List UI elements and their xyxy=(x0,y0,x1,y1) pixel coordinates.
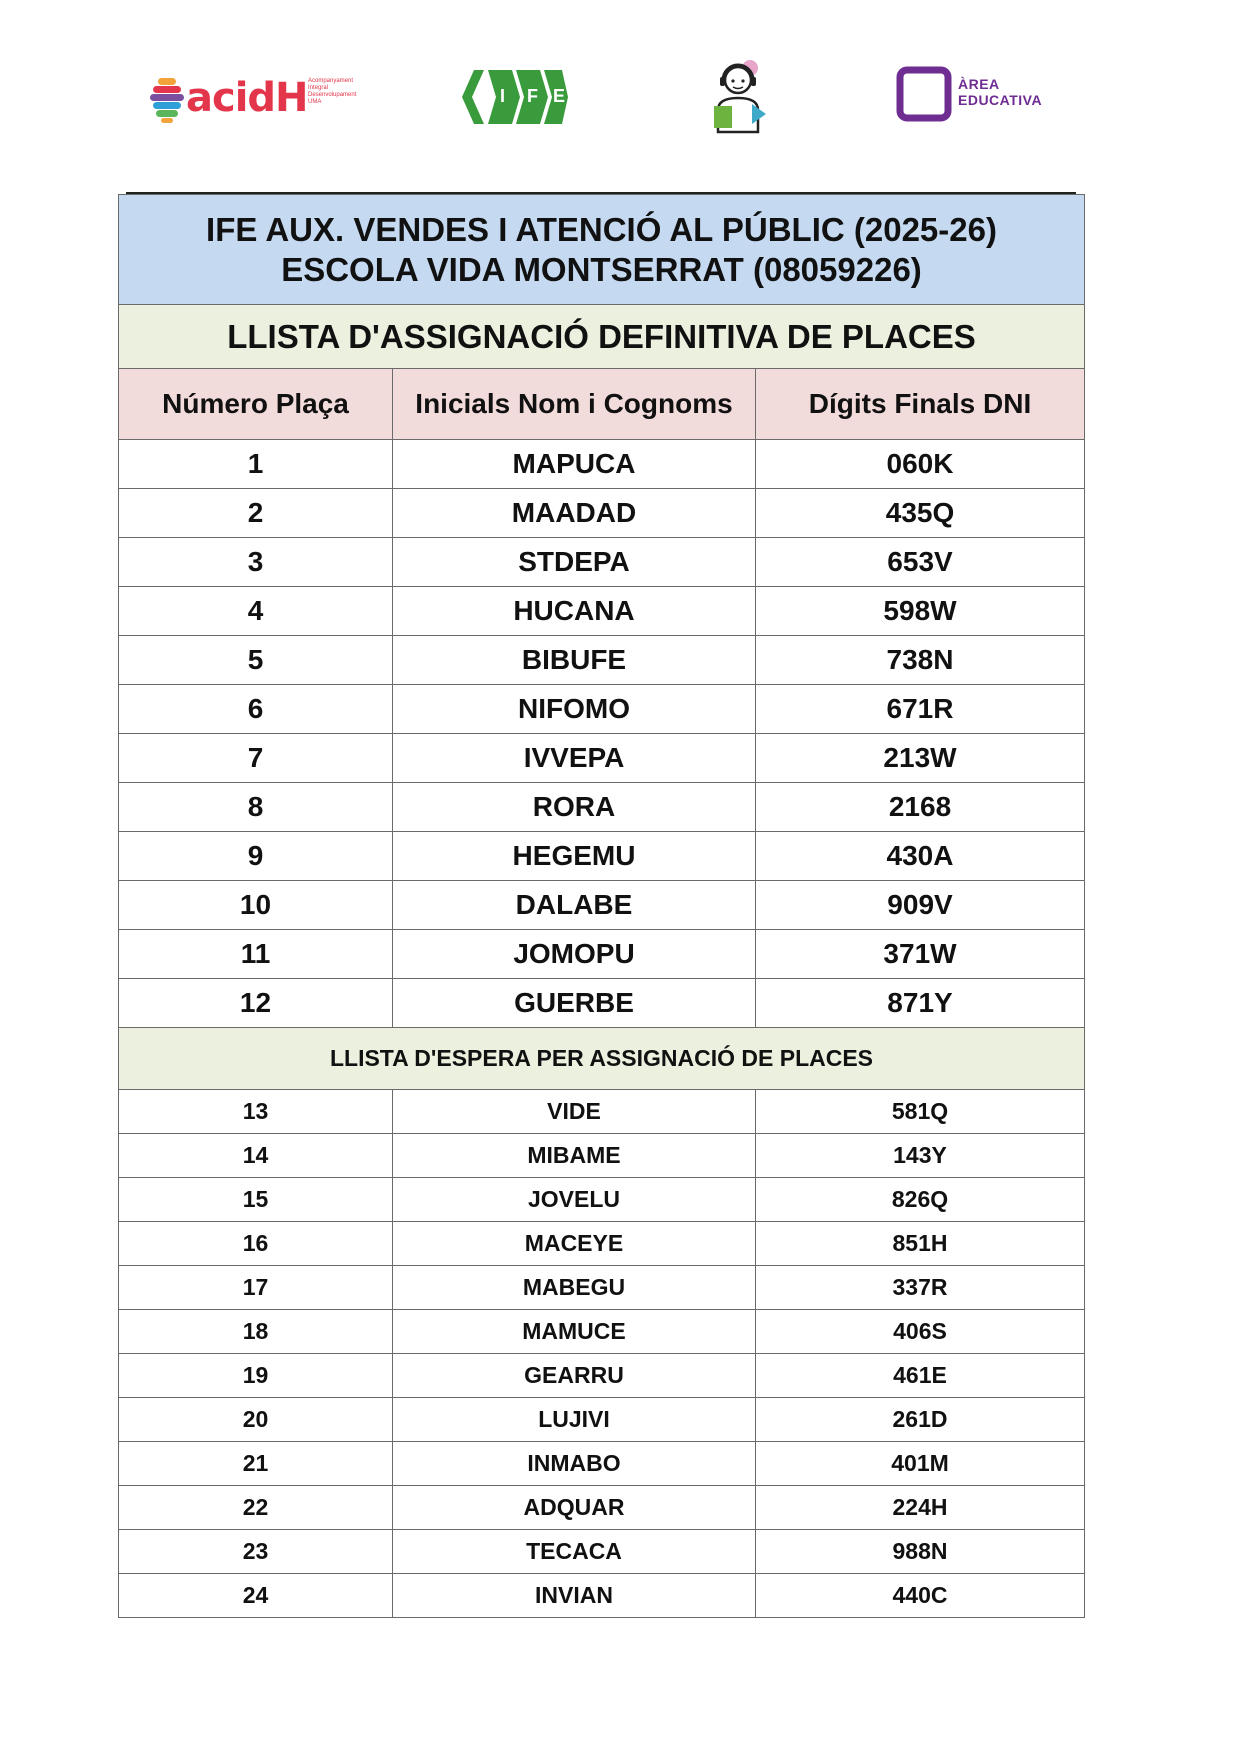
cell-initials: RORA xyxy=(393,783,756,832)
acidh-logo xyxy=(150,72,370,128)
area-square-icon xyxy=(896,66,952,122)
cell-dni: 653V xyxy=(756,538,1085,587)
cell-dni: 461E xyxy=(756,1354,1085,1398)
assigned-row xyxy=(119,832,1085,881)
cell-dni: 988N xyxy=(756,1530,1085,1574)
waitlist-row xyxy=(119,1398,1085,1442)
cell-dni: 851H xyxy=(756,1222,1085,1266)
cell-dni: 671R xyxy=(756,685,1085,734)
cell-number: 11 xyxy=(119,930,393,979)
assigned-row xyxy=(119,783,1085,832)
cell-initials: MIBAME xyxy=(393,1134,756,1178)
cell-number: 6 xyxy=(119,685,393,734)
ife-letter-f: F xyxy=(527,86,538,106)
cell-dni: 337R xyxy=(756,1266,1085,1310)
cell-initials: JOVELU xyxy=(393,1178,756,1222)
cell-dni: 2168 xyxy=(756,783,1085,832)
cell-initials: MABEGU xyxy=(393,1266,756,1310)
cell-initials: INMABO xyxy=(393,1442,756,1486)
cell-number: 18 xyxy=(119,1310,393,1354)
cell-number: 5 xyxy=(119,636,393,685)
cell-dni: 598W xyxy=(756,587,1085,636)
cell-dni: 371W xyxy=(756,930,1085,979)
cell-dni: 826Q xyxy=(756,1178,1085,1222)
cell-number: 4 xyxy=(119,587,393,636)
waitlist-row xyxy=(119,1530,1085,1574)
cell-initials: LUJIVI xyxy=(393,1398,756,1442)
acidh-wordmark: acidH xyxy=(186,75,308,121)
cell-number: 8 xyxy=(119,783,393,832)
cell-initials: MACEYE xyxy=(393,1222,756,1266)
assigned-row xyxy=(119,538,1085,587)
column-header-initials: Inicials Nom i Cognoms xyxy=(393,369,756,440)
cell-initials: JOMOPU xyxy=(393,930,756,979)
cell-number: 2 xyxy=(119,489,393,538)
cell-number: 3 xyxy=(119,538,393,587)
cell-dni: 406S xyxy=(756,1310,1085,1354)
waitlist-row xyxy=(119,1310,1085,1354)
area-line2: EDUCATIVA xyxy=(958,92,1043,108)
cell-number: 24 xyxy=(119,1574,393,1618)
column-header-dni: Dígits Finals DNI xyxy=(756,369,1085,440)
cell-number: 14 xyxy=(119,1134,393,1178)
cell-number: 17 xyxy=(119,1266,393,1310)
cell-initials: HUCANA xyxy=(393,587,756,636)
cell-initials: DALABE xyxy=(393,881,756,930)
subtitle: LLISTA D'ASSIGNACIÓ DEFINITIVA DE PLACES xyxy=(119,305,1085,369)
document-title xyxy=(119,195,1085,305)
waitlist-row xyxy=(119,1134,1085,1178)
assigned-row xyxy=(119,734,1085,783)
assigned-row xyxy=(119,636,1085,685)
cell-dni: 581Q xyxy=(756,1090,1085,1134)
cell-initials: NIFOMO xyxy=(393,685,756,734)
cell-number: 10 xyxy=(119,881,393,930)
cell-dni: 213W xyxy=(756,734,1085,783)
waitlist-row xyxy=(119,1090,1085,1134)
cell-dni: 440C xyxy=(756,1574,1085,1618)
cell-initials: GUERBE xyxy=(393,979,756,1028)
cell-initials: STDEPA xyxy=(393,538,756,587)
places-table xyxy=(118,194,1085,1618)
cell-dni: 261D xyxy=(756,1398,1085,1442)
ife-letter-e: E xyxy=(553,86,566,106)
cell-dni: 060K xyxy=(756,440,1085,489)
cell-dni: 143Y xyxy=(756,1134,1085,1178)
column-header-number: Número Plaça xyxy=(119,369,393,440)
acidh-tagline: Acompanyament Integral Desenvolupament UMA xyxy=(308,78,357,105)
title-line-1: IFE AUX. VENDES I ATENCIÓ AL PÚBLIC (2025-26) xyxy=(206,210,997,248)
cell-initials: INVIAN xyxy=(393,1574,756,1618)
cell-number: 9 xyxy=(119,832,393,881)
ife-logo xyxy=(460,66,570,128)
cell-number: 13 xyxy=(119,1090,393,1134)
cell-initials: ADQUAR xyxy=(393,1486,756,1530)
waitlist-row xyxy=(119,1178,1085,1222)
area-line1: ÀREA xyxy=(958,76,1000,92)
assigned-row xyxy=(119,440,1085,489)
cell-dni: 738N xyxy=(756,636,1085,685)
cell-number: 21 xyxy=(119,1442,393,1486)
cell-initials: IVVEPA xyxy=(393,734,756,783)
area-educativa-logo xyxy=(896,64,1056,124)
cell-number: 15 xyxy=(119,1178,393,1222)
cell-dni: 224H xyxy=(756,1486,1085,1530)
cell-dni: 435Q xyxy=(756,489,1085,538)
acidh-stripes-icon xyxy=(150,76,184,124)
cell-dni: 430A xyxy=(756,832,1085,881)
cell-initials: VIDE xyxy=(393,1090,756,1134)
waitlist-row xyxy=(119,1486,1085,1530)
cell-initials: TECACA xyxy=(393,1530,756,1574)
assigned-row xyxy=(119,979,1085,1028)
assigned-row xyxy=(119,930,1085,979)
cell-number: 16 xyxy=(119,1222,393,1266)
headset-avatar-icon xyxy=(704,58,774,136)
waitlist-row xyxy=(119,1574,1085,1618)
waitlist-row xyxy=(119,1222,1085,1266)
cell-initials: GEARRU xyxy=(393,1354,756,1398)
cell-number: 12 xyxy=(119,979,393,1028)
assigned-row xyxy=(119,685,1085,734)
cell-initials: HEGEMU xyxy=(393,832,756,881)
cell-initials: MAADAD xyxy=(393,489,756,538)
waitlist-title: LLISTA D'ESPERA PER ASSIGNACIÓ DE PLACES xyxy=(119,1028,1085,1090)
cell-number: 1 xyxy=(119,440,393,489)
cell-dni: 871Y xyxy=(756,979,1085,1028)
cell-number: 7 xyxy=(119,734,393,783)
assigned-row xyxy=(119,489,1085,538)
cell-initials: MAMUCE xyxy=(393,1310,756,1354)
title-line-2: ESCOLA VIDA MONTSERRAT (08059226) xyxy=(281,250,922,288)
waitlist-row xyxy=(119,1354,1085,1398)
cell-dni: 401M xyxy=(756,1442,1085,1486)
assigned-row xyxy=(119,587,1085,636)
cell-initials: BIBUFE xyxy=(393,636,756,685)
waitlist-row xyxy=(119,1442,1085,1486)
cell-number: 23 xyxy=(119,1530,393,1574)
cell-number: 22 xyxy=(119,1486,393,1530)
waitlist-row xyxy=(119,1266,1085,1310)
cell-number: 19 xyxy=(119,1354,393,1398)
cell-dni: 909V xyxy=(756,881,1085,930)
assigned-row xyxy=(119,881,1085,930)
cell-number: 20 xyxy=(119,1398,393,1442)
ife-letter-i: I xyxy=(500,86,506,106)
cell-initials: MAPUCA xyxy=(393,440,756,489)
